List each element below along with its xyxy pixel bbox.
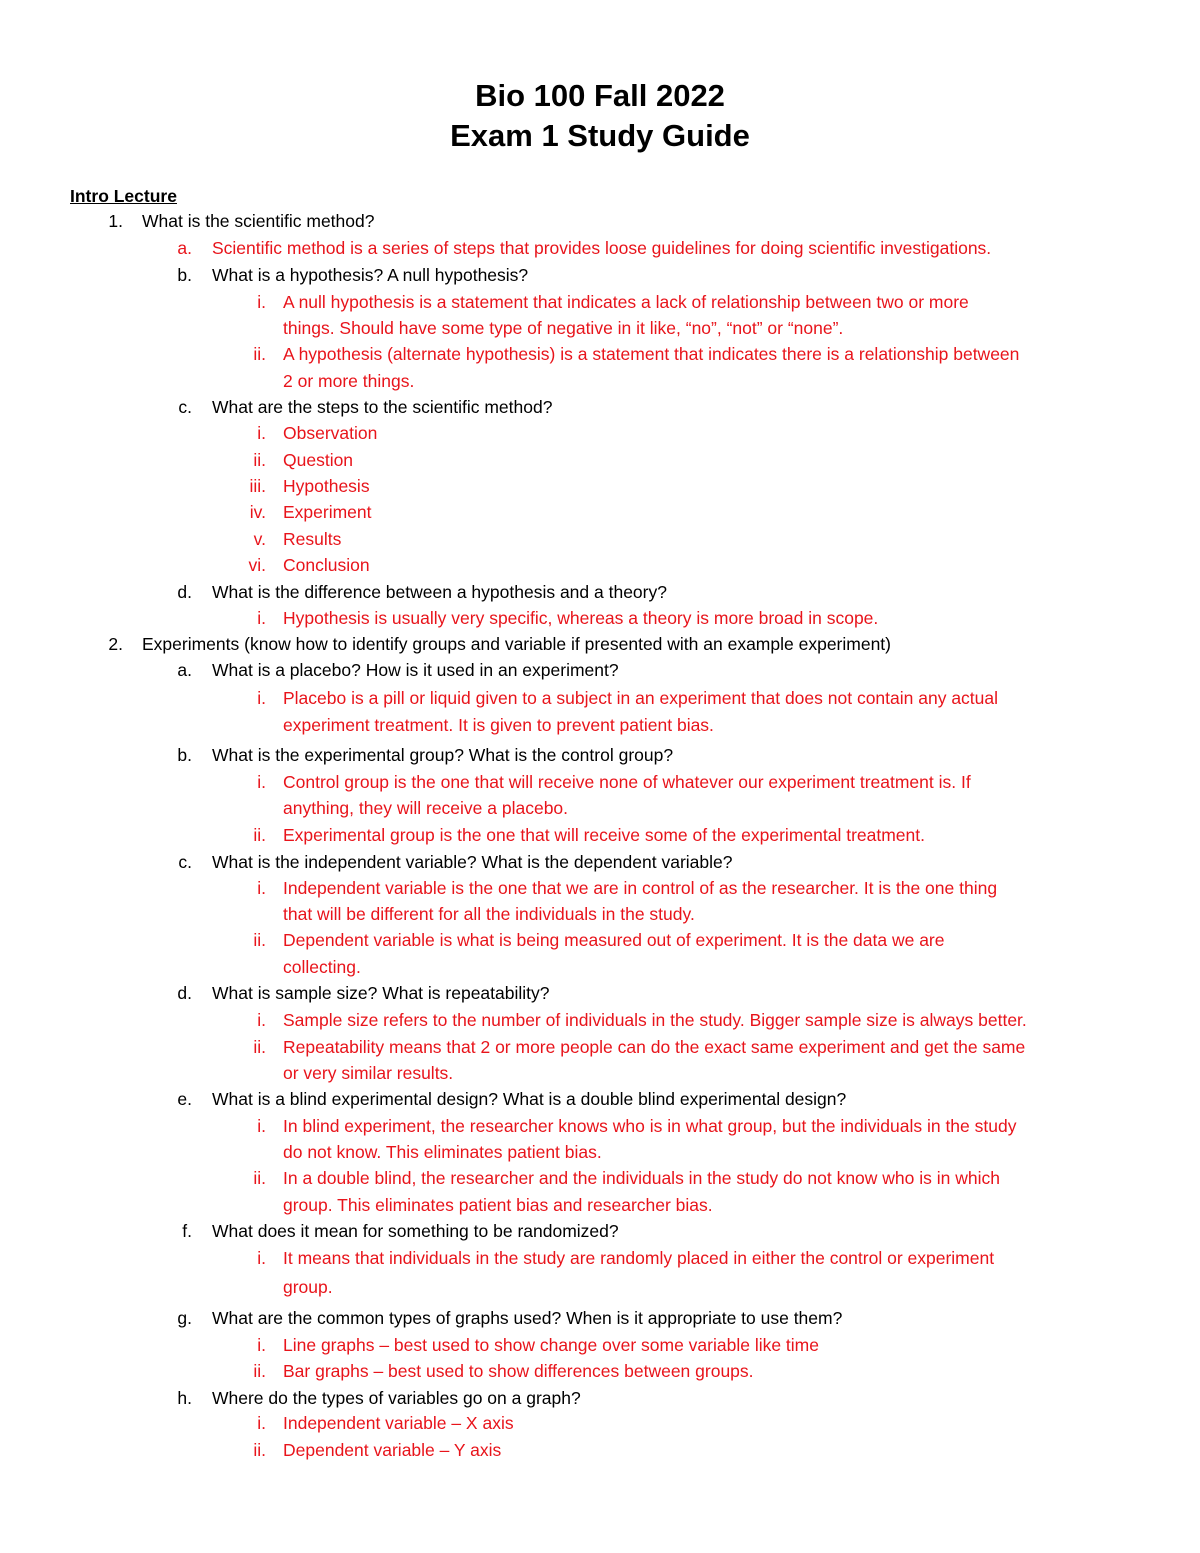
section-heading: Intro Lecture — [70, 186, 177, 206]
list-item-text: Control group is the one that will receive none of whatever our experiment treatment is. If — [283, 772, 971, 792]
list-marker: ii. — [253, 1361, 266, 1381]
list-item-text: What are the steps to the scientific method? — [212, 397, 553, 417]
list-marker: iv. — [249, 502, 266, 522]
list-marker: i. — [257, 1335, 266, 1355]
list-item-text: In blind experiment, the researcher knows who is in what group, but the individuals in the study — [283, 1116, 1017, 1136]
list-marker: iii. — [249, 476, 266, 496]
list-marker: i. — [257, 608, 266, 628]
list-item-text: It means that individuals in the study are randomly placed in either the control or experiment — [283, 1248, 995, 1268]
list-item-text: What is a placebo? How is it used in an experiment? — [212, 660, 619, 680]
list-marker: i. — [257, 772, 266, 792]
list-item-text: In a double blind, the researcher and the individuals in the study do not know who is in which — [283, 1168, 1000, 1188]
list-marker: b. — [177, 745, 192, 765]
list-item-text: Results — [283, 529, 342, 549]
list-marker: ii. — [253, 450, 266, 470]
list-marker: vi. — [248, 555, 266, 575]
list-marker: ii. — [253, 825, 266, 845]
list-item-text: do not know. This eliminates patient bias. — [283, 1142, 602, 1162]
list-item-text: What is a blind experimental design? What is a double blind experimental design? — [212, 1089, 847, 1109]
list-item-text: A null hypothesis is a statement that indicates a lack of relationship between two or more — [283, 292, 969, 312]
list-item-text: Dependent variable – Y axis — [283, 1440, 502, 1460]
list-item-text: What is a hypothesis? A null hypothesis? — [212, 265, 529, 285]
list-marker: i. — [257, 688, 266, 708]
list-marker: 1. — [108, 211, 123, 231]
list-item-text: Where do the types of variables go on a graph? — [212, 1388, 581, 1408]
list-item-text: Dependent variable is what is being measured out of experiment. It is the data we are — [283, 930, 945, 950]
list-item-text: Observation — [283, 423, 378, 443]
list-marker: a. — [177, 660, 192, 680]
list-item-text: anything, they will receive a placebo. — [283, 798, 569, 818]
list-item-text: Hypothesis is usually very specific, whereas a theory is more broad in scope. — [283, 608, 879, 628]
list-marker: i. — [257, 1010, 266, 1030]
list-marker: d. — [177, 983, 192, 1003]
list-item-text: Independent variable – X axis — [283, 1413, 514, 1433]
list-marker: h. — [177, 1388, 192, 1408]
list-marker: ii. — [253, 930, 266, 950]
list-marker: b. — [177, 265, 192, 285]
list-marker: f. — [182, 1221, 192, 1241]
list-item-text: Experimental group is the one that will receive some of the experimental treatment. — [283, 825, 925, 845]
list-item-text: Sample size refers to the number of individuals in the study. Bigger sample size is always better. — [283, 1010, 1027, 1030]
list-item-text: What is the difference between a hypothesis and a theory? — [212, 582, 667, 602]
list-item-text: What does it mean for something to be randomized? — [212, 1221, 619, 1241]
list-marker: c. — [178, 852, 192, 872]
list-marker: i. — [257, 1413, 266, 1433]
list-item-text: Independent variable is the one that we are in control of as the researcher. It is the one thing — [283, 878, 998, 898]
list-marker: i. — [257, 878, 266, 898]
list-marker: v. — [253, 529, 266, 549]
list-marker: c. — [178, 397, 192, 417]
list-item-text: What are the common types of graphs used? When is it appropriate to use them? — [212, 1308, 843, 1328]
list-item-text: Scientific method is a series of steps that provides loose guidelines for doing scientific investigations. — [212, 238, 992, 258]
list-item-text: group. — [283, 1277, 333, 1297]
list-item-text: that will be different for all the individuals in the study. — [283, 904, 695, 924]
list-item-text: What is the scientific method? — [142, 211, 375, 231]
list-item-text: 2 or more things. — [283, 371, 415, 391]
list-item-text: experiment treatment. It is given to prevent patient bias. — [283, 715, 714, 735]
list-marker: d. — [177, 582, 192, 602]
list-item-text: What is the experimental group? What is the control group? — [212, 745, 674, 765]
document-title: Bio 100 Fall 2022 — [475, 78, 725, 113]
list-item-text: things. Should have some type of negative in it like, “no”, “not” or “none”. — [283, 318, 844, 338]
list-marker: i. — [257, 292, 266, 312]
list-marker: ii. — [253, 1168, 266, 1188]
list-item-text: Placebo is a pill or liquid given to a subject in an experiment that does not contain any actual — [283, 688, 999, 708]
list-item-text: Bar graphs – best used to show differences between groups. — [283, 1361, 754, 1381]
list-marker: ii. — [253, 1037, 266, 1057]
list-item-text: Experiment — [283, 502, 372, 522]
list-item-text: A hypothesis (alternate hypothesis) is a statement that indicates there is a relationship between — [283, 344, 1020, 364]
list-item-text: What is sample size? What is repeatability? — [212, 983, 550, 1003]
list-marker: ii. — [253, 1440, 266, 1460]
list-marker: 2. — [108, 634, 123, 654]
list-item-text: Question — [283, 450, 354, 470]
list-item-text: collecting. — [283, 957, 361, 977]
list-marker: a. — [177, 238, 192, 258]
list-item-text: group. This eliminates patient bias and researcher bias. — [283, 1195, 713, 1215]
list-item-text: Repeatability means that 2 or more people can do the exact same experiment and get the same — [283, 1037, 1026, 1057]
document-subtitle: Exam 1 Study Guide — [450, 118, 750, 153]
list-marker: i. — [257, 1116, 266, 1136]
list-marker: i. — [257, 1248, 266, 1268]
list-item-text: Hypothesis — [283, 476, 370, 496]
list-item-text: Conclusion — [283, 555, 370, 575]
list-marker: e. — [177, 1089, 192, 1109]
list-item-text: or very similar results. — [283, 1063, 454, 1083]
list-item-text: What is the independent variable? What is the dependent variable? — [212, 852, 733, 872]
list-item-text: Line graphs – best used to show change over some variable like time — [283, 1335, 819, 1355]
list-item-text: Experiments (know how to identify groups and variable if presented with an example experiment) — [142, 634, 891, 654]
list-marker: ii. — [253, 344, 266, 364]
list-marker: g. — [177, 1308, 192, 1328]
list-marker: i. — [257, 423, 266, 443]
